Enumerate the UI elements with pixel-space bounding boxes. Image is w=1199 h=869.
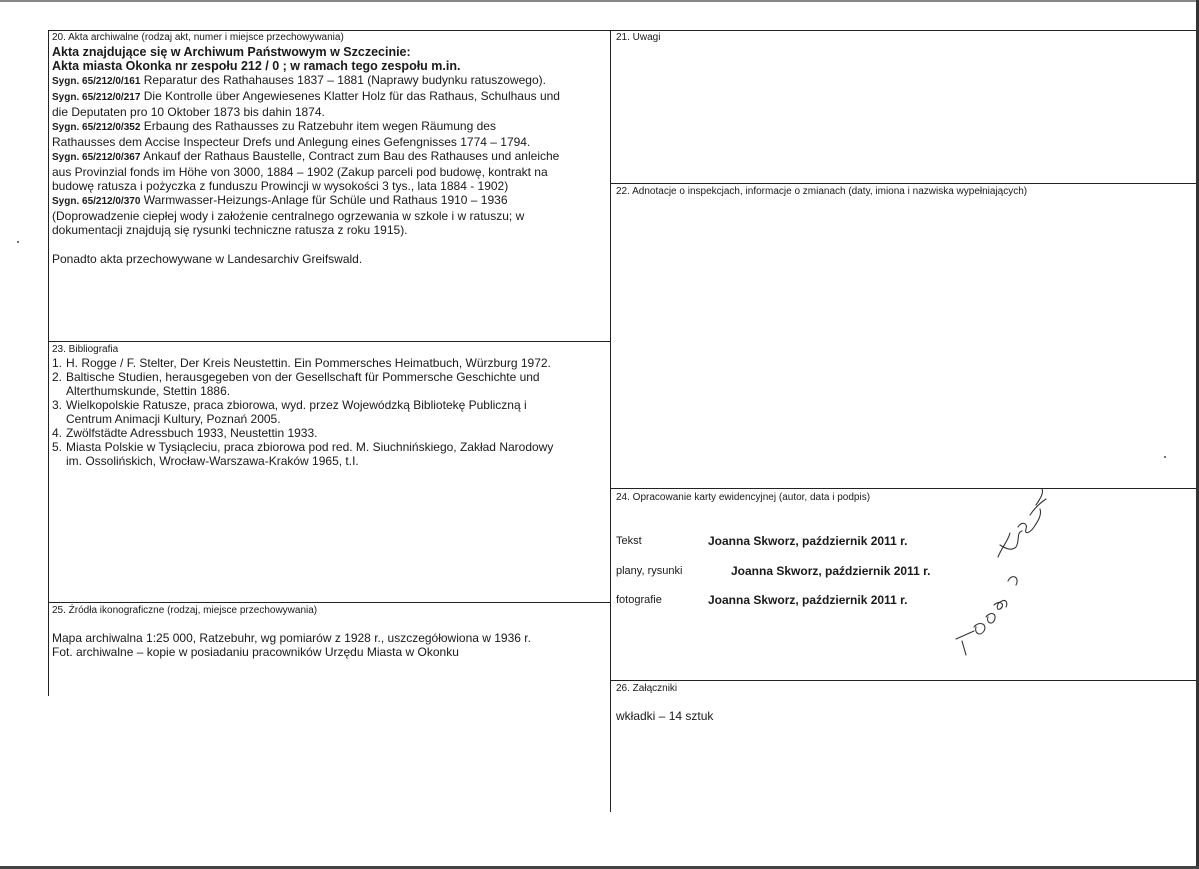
- divider-20-23: [48, 341, 611, 342]
- bibliography-text: Centrum Animacji Kultury, Poznań 2005.: [66, 412, 281, 426]
- archive-entries: [52, 73, 560, 237]
- row-tekst-value: Joanna Skworz, październik 2011 r.: [708, 534, 908, 548]
- archive-heading: Akta znajdujące się w Archiwum Państwowym w Szczecinie:: [52, 45, 411, 59]
- bibliography-item: [52, 356, 553, 370]
- row-fotografie-name: fotografie: [616, 594, 662, 606]
- bibliography-list: [52, 356, 553, 468]
- bibliography-item: [52, 398, 553, 412]
- bibliography-text: Miasta Polskie w Tysiącleciu, praca zbiorowa pod red. M. Siuchnińskiego, Zakład Narodowy: [66, 440, 554, 454]
- section-23-label: 23. Bibliografia: [52, 344, 119, 355]
- bibliography-number: 2.: [52, 370, 63, 384]
- archive-entry-continuation: (Doprowadzenie ciepłej wody i założenie centralnego ogrzewania w szkole i w ratuszu; w: [52, 209, 525, 223]
- bibliography-item: [52, 440, 553, 454]
- bibliography-item: [52, 426, 553, 440]
- frame-left-line: [48, 30, 49, 696]
- divider-24-26: [610, 680, 1196, 681]
- bibliography-number: 3.: [52, 398, 63, 412]
- archive-entry: [52, 73, 560, 89]
- bibliography-text: Alterthumskunde, Stettin 1886.: [66, 384, 231, 398]
- scan-speck: [1164, 456, 1166, 458]
- archive-entry-title: Ankauf der Rathaus Baustelle, Contract zum Bau des Rathauses und anleiche: [140, 149, 560, 163]
- archive-entry-title: Reparatur des Rathahauses 1837 – 1881 (Naprawy budynku ratuszowego).: [140, 73, 546, 87]
- archive-entry-signature: Sygn. 65/212/0/367: [52, 152, 141, 163]
- archive-entry-continuation: Rathausses dem Accise Inspecteur Drefs und Anlegung eines Gefengnisses 1774 – 1794.: [52, 135, 531, 149]
- bibliography-item: [52, 412, 553, 426]
- bibliography-item: [52, 370, 553, 384]
- section-26-label: 26. Załączniki: [616, 683, 678, 694]
- bibliography-number: 5.: [52, 440, 63, 454]
- frame-top-line: [48, 30, 1196, 31]
- section-21-label: 21. Uwagi: [616, 32, 661, 43]
- iconography-line-2: Fot. archiwalne – kopie w posiadaniu pracowników Urzędu Miasta w Okonku: [52, 645, 459, 659]
- column-divider: [610, 30, 611, 812]
- archive-entry-signature: Sygn. 65/212/0/161: [52, 76, 141, 87]
- archive-entry-signature: Sygn. 65/212/0/217: [52, 92, 141, 103]
- handwritten-signature: [930, 485, 1060, 665]
- row-plany-name: plany, rysunki: [616, 565, 683, 577]
- archive-entry-signature: Sygn. 65/212/0/352: [52, 122, 141, 133]
- iconography-line-1: Mapa archiwalna 1:25 000, Ratzebuhr, wg pomiarów z 1928 r., uszczegółowiona w 1936 r.: [52, 631, 531, 645]
- bibliography-text: H. Rogge / F. Stelter, Der Kreis Neustettin. Ein Pommersches Heimatbuch, Würzburg 1972.: [66, 356, 551, 370]
- archive-entry-continuation: budowę ratusza i pożyczka z funduszu Prowincji w wysokości 3 tys., lata 1884 - 1902): [52, 179, 509, 193]
- attachments-value: wkładki – 14 sztuk: [616, 709, 714, 723]
- divider-23-25: [48, 602, 611, 603]
- section-21: [616, 32, 660, 44]
- section-22: [616, 186, 1027, 198]
- archive-entry-continuation: dokumentacji znajdują się rysunki techniczne ratusza z roku 1915).: [52, 223, 408, 237]
- archive-entry-signature: Sygn. 65/212/0/370: [52, 196, 141, 207]
- archive-entry: [52, 149, 560, 165]
- bibliography-text: Baltische Studien, herausgegeben von der Gesellschaft für Pommersche Geschichte und: [66, 370, 540, 384]
- archive-collection-line: Akta miasta Okonka nr zespołu 212 / 0 ; w ramach tego zespołu m.in.: [52, 59, 461, 73]
- archive-extra-note: Ponadto akta przechowywane w Landesarchiv Greifswald.: [52, 252, 363, 266]
- bibliography-item: [52, 384, 553, 398]
- archive-entry-title: Warmwasser-Heizungs-Anlage für Schüle und Rathaus 1910 – 1936: [140, 193, 508, 207]
- bibliography-number: 4.: [52, 426, 63, 440]
- section-24-label: 24. Opracowanie karty ewidencyjnej (autor, data i podpis): [616, 492, 871, 503]
- section-24: [616, 492, 870, 504]
- section-23: [52, 344, 553, 468]
- archive-entry-continuation: die Deputaten pro 10 Oktober 1873 bis dahin 1874.: [52, 105, 325, 119]
- divider-21-22: [610, 183, 1196, 184]
- bibliography-text: Wielkopolskie Ratusze, praca zbiorowa, wyd. przez Wojewódzką Bibliotekę Publiczną i: [66, 398, 527, 412]
- row-plany-value: Joanna Skworz, październik 2011 r.: [731, 564, 931, 578]
- archive-entry-title: Erbaung des Rathausses zu Ratzebuhr item wegen Räumung des: [140, 119, 496, 133]
- archive-entry: [52, 119, 560, 135]
- section-26: [616, 683, 713, 723]
- section-20: [52, 32, 560, 266]
- section-22-label: 22. Adnotacje o inspekcjach, informacje o zmianach (daty, imiona i nazwiska wypełniających): [616, 186, 1028, 197]
- row-tekst-name: Tekst: [616, 535, 642, 547]
- bibliography-item: [52, 454, 553, 468]
- archive-entry-continuation: aus Provinzial fonds im Höhe von 3000, 1884 – 1902 (Zakup parceli pod budowę, kontrakt na: [52, 165, 548, 179]
- section-25-label: 25. Źródła ikonograficzne (rodzaj, miejsce przechowywania): [52, 605, 318, 616]
- section-25: [52, 605, 531, 659]
- archive-entry: [52, 193, 560, 209]
- scan-edge-top: [0, 0, 1199, 2]
- archive-entry: [52, 89, 560, 105]
- bibliography-text: Zwölfstädte Adressbuch 1933, Neustettin 1933.: [66, 426, 318, 440]
- row-fotografie-value: Joanna Skworz, październik 2011 r.: [708, 593, 908, 607]
- section-20-label: 20. Akta archiwalne (rodzaj akt, numer i miejsce przechowywania): [52, 32, 344, 43]
- archive-entry-title: Die Kontrolle über Angewiesenes Klatter Holz für das Rathaus, Schulhaus und: [140, 89, 560, 103]
- bibliography-number: 1.: [52, 356, 63, 370]
- scan-speck: [17, 241, 19, 243]
- bibliography-text: im. Ossolińskich, Wrocław-Warszawa-Kraków 1965, t.I.: [66, 454, 359, 468]
- divider-22-24: [610, 488, 1196, 489]
